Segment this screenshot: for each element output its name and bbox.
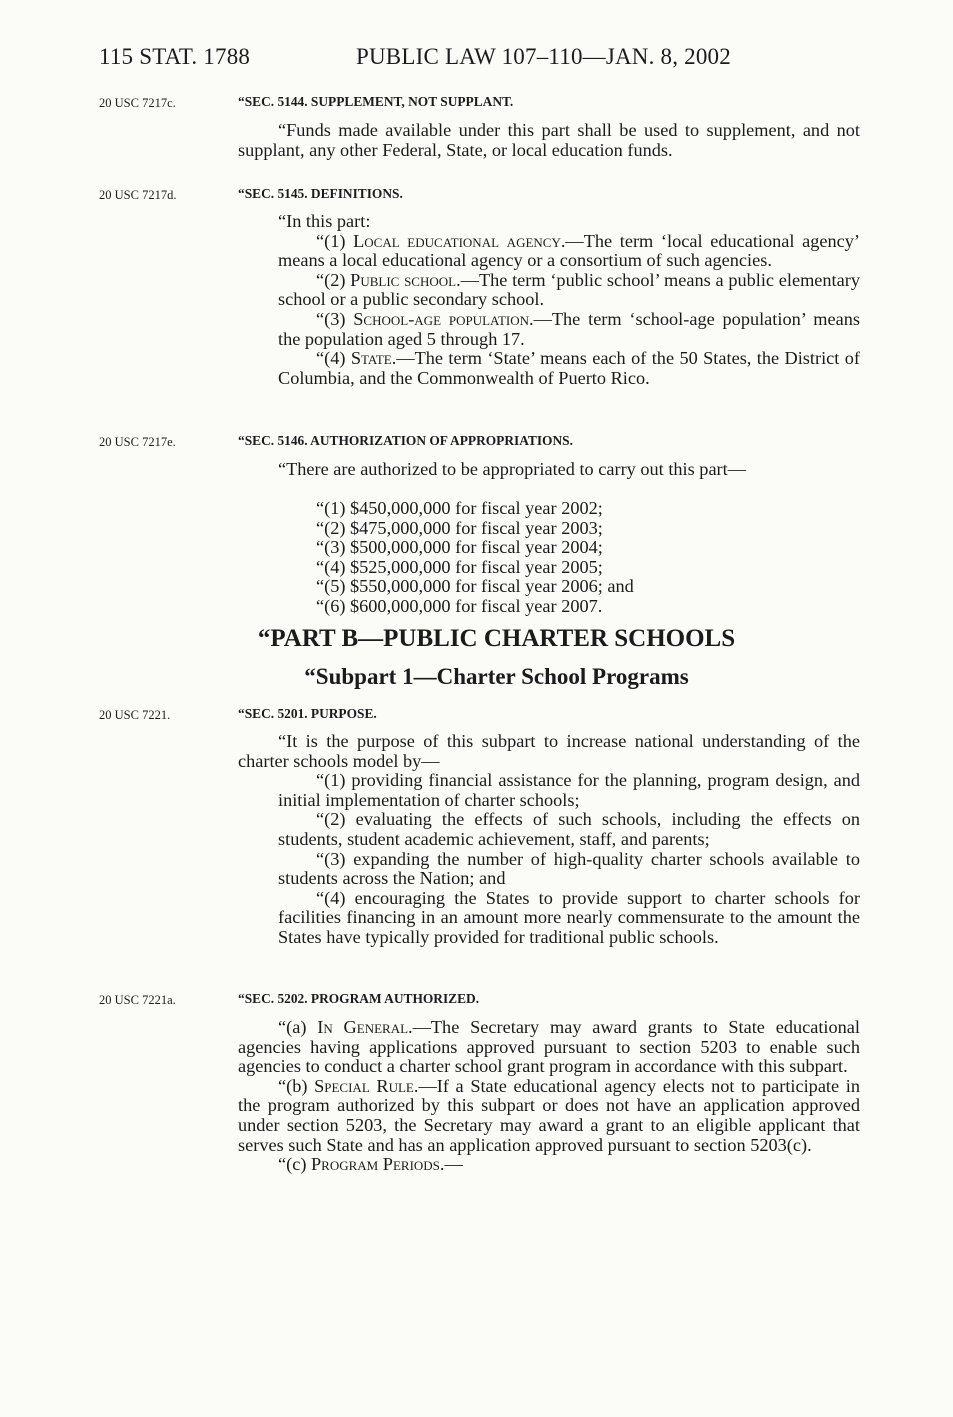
definition-item: “(1) Local educational agency.—The term ‘local educational agency’ means a local educational agency or a consortium of such agencies. [278, 230, 860, 271]
definition-item: “(3) School-age population.—The term ‘school-age population’ means the population aged 5 through 17. [278, 308, 860, 349]
list-item: “(1) providing financial assistance for the planning, program design, and initial implementation of charter schools; [278, 770, 860, 810]
list-item: “(1) $450,000,000 for fiscal year 2002; [316, 498, 603, 518]
subpart-title: “Subpart 1—Charter School Programs [304, 664, 689, 689]
subsection-a: “(a) In General.—The Secretary may award grants to State educational agencies having applications approved pursuant to section 5203 to enable such agencies to conduct a charter school grant program in accordance with this subpart. [238, 1017, 860, 1077]
section-intro-5146 [238, 460, 860, 480]
subsection-c: “(c) Program Periods.— [278, 1154, 463, 1175]
section-body-5145 [238, 212, 860, 388]
margin-note: 20 USC 7221a. [99, 993, 176, 1007]
definition-item: “(2) Public school.—The term ‘public school’ means a public elementary school or a public secondary school. [278, 269, 860, 310]
section-body-5202 [238, 1018, 860, 1175]
section-heading-5144: “SEC. 5144. SUPPLEMENT, NOT SUPPLANT. [238, 94, 514, 109]
subsection-b: “(b) Special Rule.—If a State educational agency elects not to participate in the program authorized by this subpart or does not have an application approved under section 5203, the Secretary may award a grant to an eligible applicant that serves such State and has an application approved pursuant to section 5203(c). [238, 1075, 860, 1155]
list-item: “(3) $500,000,000 for fiscal year 2004; [316, 537, 603, 558]
section-heading-5202: “SEC. 5202. PROGRAM AUTHORIZED. [238, 991, 480, 1006]
part-title: “PART B—PUBLIC CHARTER SCHOOLS [257, 625, 736, 652]
list-item: “(4) encouraging the States to provide support to charter schools for facilities financing in an amount more nearly commensurate to the amount the States have typically provided for traditional public schools. [278, 887, 860, 947]
list-item: “(2) evaluating the effects of such schools, including the effects on students, student academic achievement, staff, and parents; [278, 809, 860, 849]
margin-note: 20 USC 7217d. [99, 188, 177, 202]
paragraph: “In this part: [278, 211, 371, 231]
definition-item: “(4) State.—The term ‘State’ means each of the 50 States, the District of Columbia, and the Commonwealth of Puerto Rico. [278, 348, 860, 388]
margin-note: 20 USC 7217e. [99, 435, 176, 449]
list-item: “(3) expanding the number of high-quality charter schools available to students across the Nation; and [278, 848, 860, 889]
paragraph: “Funds made available under this part shall be used to supplement, and not supplant, any other Federal, State, or local education funds. [238, 120, 860, 160]
section-heading-5201: “SEC. 5201. PURPOSE. [238, 706, 377, 721]
margin-note: 20 USC 7221. [99, 708, 171, 722]
list-item: “(6) $600,000,000 for fiscal year 2007. [316, 595, 603, 616]
law-reference: PUBLIC LAW 107–110—JAN. 8, 2002 [356, 44, 731, 69]
running-header [99, 44, 859, 70]
section-heading-5146: “SEC. 5146. AUTHORIZATION OF APPROPRIATIONS. [238, 433, 573, 448]
appropriations-list [316, 499, 634, 617]
section-heading-5145: “SEC. 5145. DEFINITIONS. [238, 186, 403, 201]
paragraph: “It is the purpose of this subpart to increase national understanding of the charter schools model by— [238, 731, 860, 771]
page-reference: 115 STAT. 1788 [99, 44, 251, 69]
section-body-5201 [238, 732, 860, 948]
list-item: “(2) $475,000,000 for fiscal year 2003; [316, 517, 603, 538]
list-item: “(4) $525,000,000 for fiscal year 2005; [316, 556, 603, 577]
margin-note: 20 USC 7217c. [99, 96, 176, 110]
list-item: “(5) $550,000,000 for fiscal year 2006; and [316, 576, 634, 597]
paragraph: “There are authorized to be appropriated to carry out this part— [278, 459, 747, 479]
section-body-5144 [238, 121, 860, 160]
